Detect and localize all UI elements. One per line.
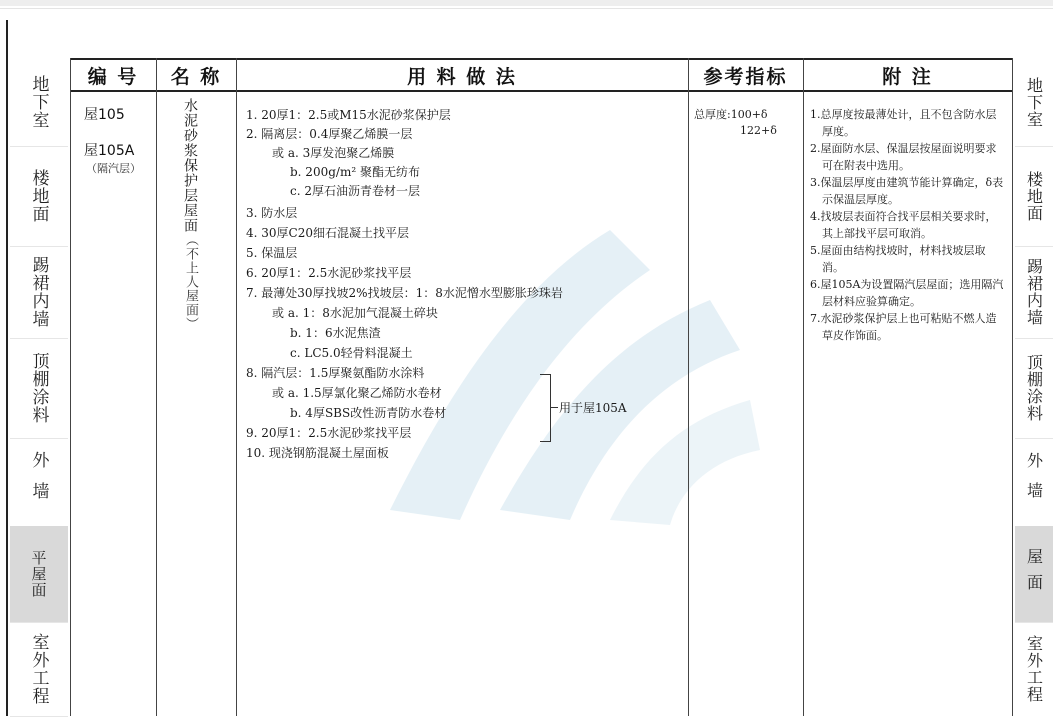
method-step: 1. 20厚1：2.5或M15水泥砂浆保护层 — [246, 108, 451, 122]
header-reference: 参考指标 — [703, 65, 788, 88]
col-divider — [236, 58, 237, 716]
method-step: 6. 20厚1：2.5水泥砂浆找平层 — [246, 266, 412, 280]
method-step: 或 a. 1：8水泥加气混凝土碎块 — [272, 306, 438, 320]
vapor-layer-bracket — [540, 374, 551, 442]
method-step: c. LC5.0轻骨料混凝土 — [290, 346, 413, 360]
method-step: 2. 隔离层：0.4厚聚乙烯膜一层 — [246, 127, 413, 141]
method-step: b. 1：6水泥焦渣 — [290, 326, 381, 340]
note-item: 7.水泥砂浆保护层上也可粘贴不燃人造草皮作饰面。 — [810, 312, 997, 342]
notes-list — [810, 106, 1005, 344]
tab-roof-right[interactable]: 屋面 — [1015, 526, 1053, 623]
tab-outdoor-works-right[interactable]: 室外工程 — [1015, 622, 1053, 716]
code-vapor-barrier-note: （隔汽层） — [86, 162, 141, 175]
tab-flat-roof-left[interactable]: 平屋面 — [10, 526, 68, 623]
note-item: 6.屋105A为设置隔汽层屋面；选用隔汽层材料应验算确定。 — [810, 278, 1004, 308]
tab-skirting-wall-right[interactable]: 踢裙内墙 — [1015, 246, 1053, 339]
binding-spine — [6, 20, 8, 716]
construction-name — [182, 98, 198, 331]
right-section-tabs — [1015, 58, 1053, 716]
col-divider — [156, 58, 157, 716]
col-divider — [1012, 58, 1013, 716]
tab-basement-right[interactable]: 地下室 — [1015, 58, 1053, 147]
method-step: 或 a. 3厚发泡聚乙烯膜 — [272, 146, 395, 160]
top-border — [0, 0, 1053, 6]
code-roof-105a: 屋105A — [84, 143, 135, 159]
note-item: 2.屋面防水层、保温层按屋面说明要求可在附表中选用。 — [810, 142, 997, 172]
top-rule — [0, 8, 1053, 9]
col-divider — [70, 58, 71, 716]
note-item: 5.屋面由结构找坡时，材料找坡层取消。 — [810, 244, 986, 274]
reference-total-thickness: 总厚度:100+δ — [694, 108, 768, 121]
tab-basement-left[interactable]: 地下室 — [10, 58, 68, 147]
note-item: 3.保温层厚度由建筑节能计算确定，δ表示保温层厚度。 — [810, 176, 1004, 206]
method-step: 4. 30厚C20细石混凝土找平层 — [246, 226, 409, 240]
tab-exterior-wall-left[interactable]: 外墙 — [10, 438, 68, 527]
construction-table — [70, 58, 1013, 716]
tab-floor-right[interactable]: 楼地面 — [1015, 146, 1053, 247]
construction-name-main: 水泥砂浆保护层屋面 — [182, 98, 198, 233]
header-bottom-rule — [70, 90, 1013, 92]
method-step: 7. 最薄处30厚找坡2%找坡层：1：8水泥憎水型膨胀珍珠岩 — [246, 286, 563, 300]
method-step: 或 a. 1.5厚氯化聚乙烯防水卷材 — [272, 386, 442, 400]
note-item: 4.找坡层表面符合找平层相关要求时，其上部找平层可取消。 — [810, 210, 997, 240]
method-step: b. 200g/m² 聚酯无纺布 — [290, 165, 420, 179]
tab-ceiling-paint-right[interactable]: 顶棚涂料 — [1015, 338, 1053, 439]
method-step: b. 4厚SBS改性沥青防水卷材 — [290, 406, 447, 420]
bracket-pointer — [550, 407, 558, 408]
bracket-label: 用于屋105A — [559, 401, 627, 415]
left-section-tabs — [10, 58, 68, 716]
tab-skirting-wall-left[interactable]: 踢裙内墙 — [10, 246, 68, 339]
tab-exterior-wall-right[interactable]: 外墙 — [1015, 438, 1053, 527]
method-step: 10. 现浇钢筋混凝土屋面板 — [246, 446, 389, 460]
method-step: 8. 隔汽层：1.5厚聚氨酯防水涂料 — [246, 366, 425, 380]
col-divider — [803, 58, 804, 716]
method-step: 3. 防水层 — [246, 206, 298, 220]
code-roof-105: 屋105 — [84, 107, 125, 123]
note-item: 1.总厚度按最薄处计，且不包含防水层厚度。 — [810, 108, 997, 138]
reference-alt-thickness: 122+δ — [740, 124, 777, 137]
header-name: 名 称 — [170, 65, 222, 88]
tab-ceiling-paint-left[interactable]: 顶棚涂料 — [10, 338, 68, 439]
header-method: 用 料 做 法 — [407, 65, 517, 88]
method-step: 5. 保温层 — [246, 246, 298, 260]
method-step: 9. 20厚1：2.5水泥砂浆找平层 — [246, 426, 412, 440]
construction-name-paren: （不上人屋面） — [183, 233, 198, 331]
method-step: c. 2厚石油沥青卷材一层 — [290, 184, 420, 198]
header-code: 编 号 — [87, 65, 139, 88]
header-notes: 附 注 — [882, 65, 933, 88]
tab-floor-left[interactable]: 楼地面 — [10, 146, 68, 247]
col-divider — [688, 58, 689, 716]
tab-outdoor-works-left[interactable]: 室外工程 — [10, 622, 68, 717]
